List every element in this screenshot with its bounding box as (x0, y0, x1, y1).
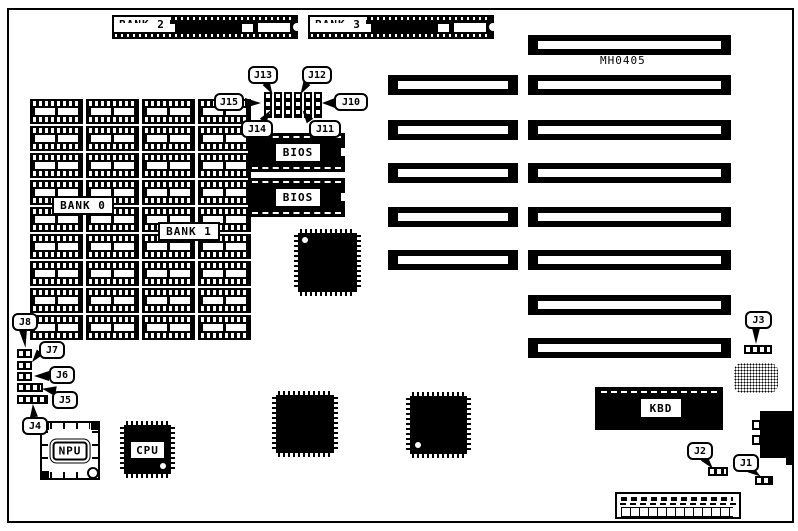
jumper-label-j1: J1 (733, 454, 759, 472)
qfp-chip-left (272, 391, 338, 457)
dip-memory-chip (86, 99, 139, 124)
jumper-strip-j14 (274, 92, 282, 118)
kbd-chip (595, 387, 723, 430)
dip-memory-chip (30, 126, 83, 151)
keyboard-din-connector (760, 411, 794, 458)
memory-grid (30, 99, 251, 342)
simm-socket-bank2 (112, 15, 298, 39)
bank0-label: BANK 0 (52, 196, 114, 215)
jumper-label-j8: J8 (12, 313, 38, 331)
expansion-slot-long (528, 295, 731, 315)
bios-upper-label: BIOS (276, 144, 320, 161)
jumper-strip-j7 (17, 361, 32, 370)
dip-memory-chip (142, 99, 195, 124)
jumper-label-j3: J3 (745, 311, 772, 329)
bios-lower-label: BIOS (276, 189, 320, 206)
solder-pad-area (734, 363, 778, 393)
dip-memory-chip (142, 315, 195, 340)
expansion-slot-long (528, 163, 731, 183)
pin1-dot (160, 463, 166, 469)
jumper-label-j4: J4 (22, 417, 48, 435)
simm-socket-bank3 (308, 15, 494, 39)
dip-memory-chip (198, 261, 251, 286)
jumper-strip-j3 (744, 345, 772, 354)
jumper-label-j5: J5 (52, 391, 78, 409)
dip-memory-chip (30, 234, 83, 259)
npu-label: NPU (53, 441, 88, 460)
dip-memory-chip (30, 288, 83, 313)
cpu-chip (120, 421, 175, 478)
jumper-strip-j4 (17, 395, 48, 404)
dip-memory-chip (142, 126, 195, 151)
jumper-label-j7: J7 (39, 341, 65, 359)
expansion-slot-long (528, 207, 731, 227)
dip-memory-chip (198, 153, 251, 178)
dip-memory-chip (86, 288, 139, 313)
dip-memory-chip (198, 180, 251, 205)
chipset-chip (294, 229, 361, 296)
expansion-slot-short (388, 250, 518, 270)
callout-pointer-j3 (752, 328, 760, 344)
expansion-slot-long (528, 338, 731, 358)
connector-pin-row (621, 497, 733, 501)
jumper-label-j12: J12 (302, 66, 332, 84)
expansion-slot-long (528, 75, 731, 95)
callout-pointer-j4 (29, 404, 38, 418)
dip-memory-chip (86, 315, 139, 340)
callout-pointer-j6 (34, 371, 49, 381)
expansion-slot-short (388, 120, 518, 140)
expansion-slot-long (528, 250, 731, 270)
expansion-slot-long (528, 120, 731, 140)
jumper-strip-j13 (284, 92, 292, 118)
jumper-label-j10: J10 (334, 93, 368, 111)
bank3-label: 3 (308, 15, 368, 34)
dip-memory-chip (142, 180, 195, 205)
expansion-slot-long (528, 35, 731, 55)
cpu-label: CPU (131, 442, 164, 458)
dip-memory-chip (198, 288, 251, 313)
dip-memory-chip (142, 153, 195, 178)
expansion-slot-short (388, 75, 518, 95)
dip-memory-chip (86, 153, 139, 178)
dip-memory-chip (30, 153, 83, 178)
dip-memory-chip (30, 99, 83, 124)
callout-pointer-j15 (245, 98, 261, 108)
jumper-label-j11: J11 (309, 120, 341, 138)
bank1-label: BANK 1 (158, 222, 220, 241)
kbd-label: KBD (641, 399, 681, 417)
dip-memory-chip (142, 288, 195, 313)
power-connector (615, 492, 741, 519)
dip-memory-chip (30, 261, 83, 286)
jumper-label-j2: J2 (687, 442, 713, 460)
npu-socket (40, 421, 100, 480)
expansion-slot-short (388, 163, 518, 183)
bank2-label: 2 (112, 15, 172, 34)
jumper-label-j15: J15 (214, 93, 244, 111)
dip-memory-chip (86, 126, 139, 151)
qfp-chip-right (406, 392, 471, 458)
jumper-label-j6: J6 (49, 366, 75, 384)
dip-memory-chip (86, 234, 139, 259)
jumper-strip-j5 (17, 383, 43, 392)
jumper-label-j13: J13 (248, 66, 278, 84)
connector-socket-row (621, 507, 733, 517)
pin1-circle (87, 467, 99, 479)
dip-memory-chip (198, 315, 251, 340)
jumper-label-j14: J14 (241, 120, 273, 138)
dip-memory-chip (142, 261, 195, 286)
jumper-strip-j6 (17, 372, 32, 381)
pin1-dot (415, 442, 421, 448)
pin1-dot (302, 237, 308, 243)
expansion-slot-short (388, 207, 518, 227)
model-number: MH0405 (600, 54, 646, 67)
bios-chip-upper (248, 133, 345, 172)
jumper-strip-j10 (314, 92, 322, 118)
bios-chip-lower (248, 178, 345, 217)
dip-memory-chip (86, 261, 139, 286)
